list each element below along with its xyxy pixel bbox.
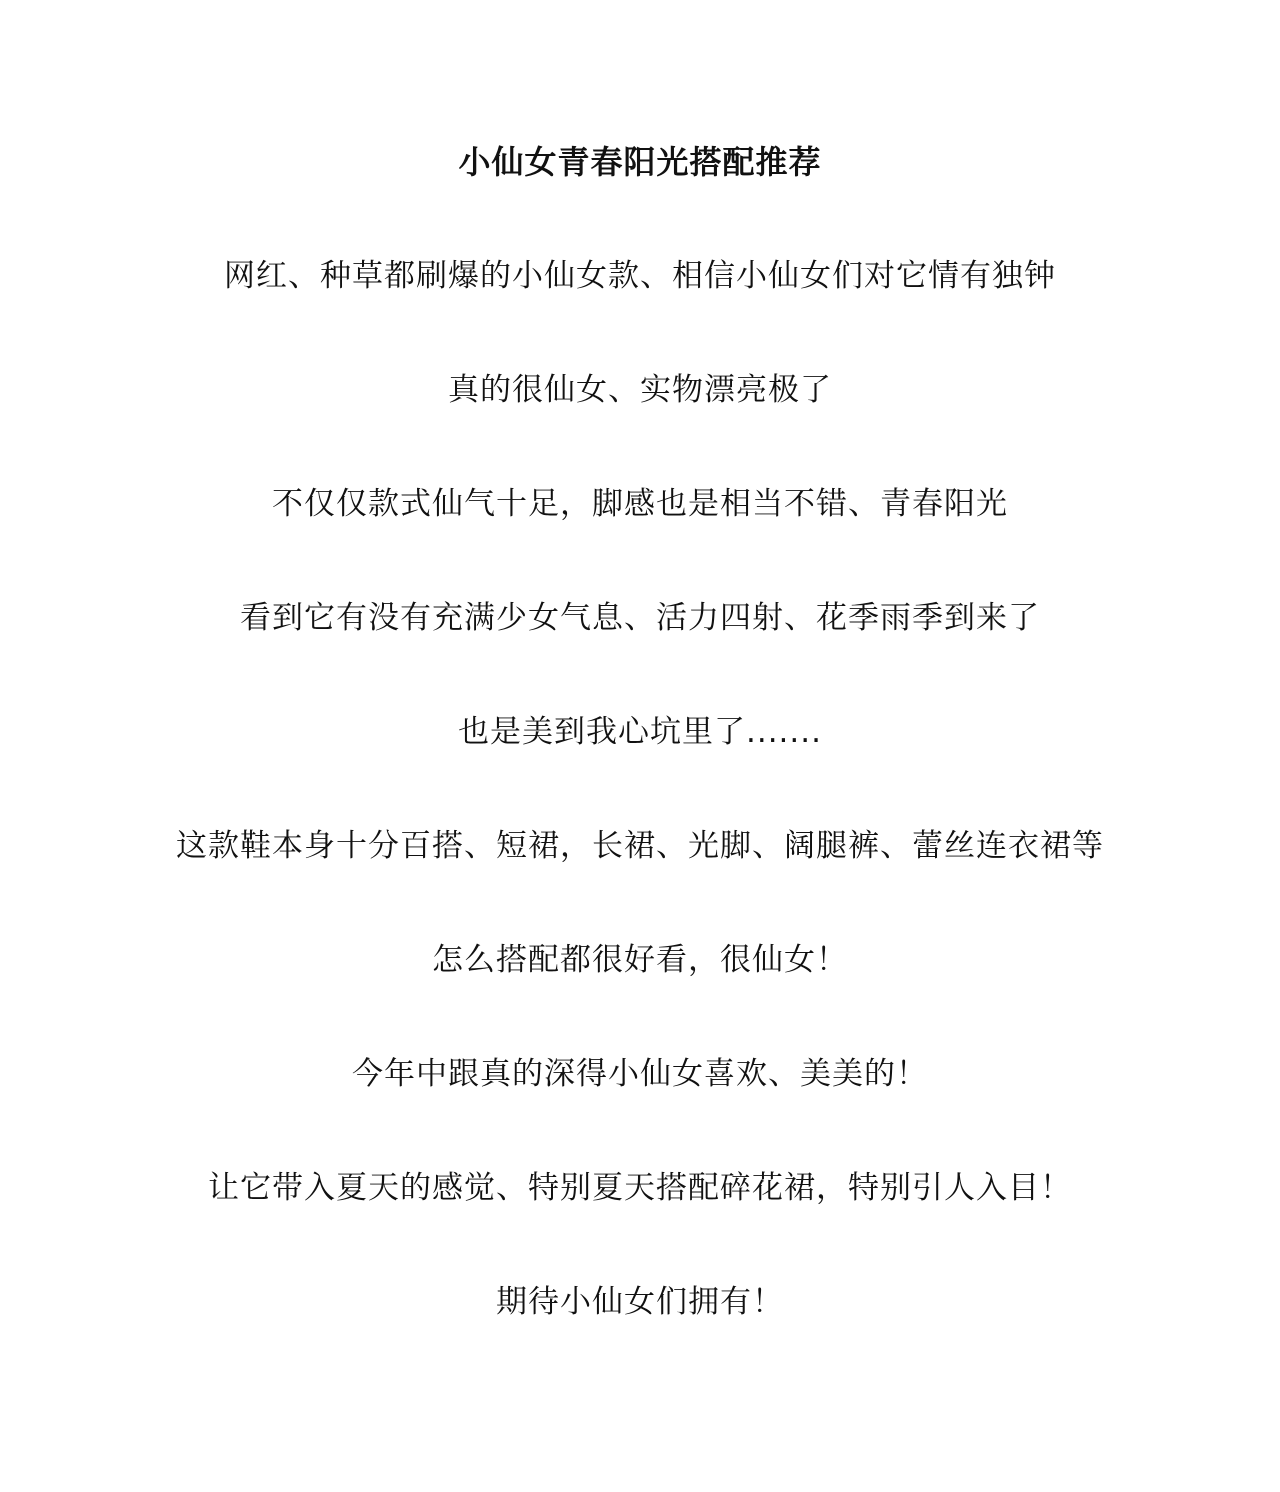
paragraph-7: 怎么搭配都很好看，很仙女！: [432, 942, 848, 978]
paragraph-6: 这款鞋本身十分百搭、短裙，长裙、光脚、阔腿裤、蕾丝连衣裙等: [176, 828, 1104, 864]
page-title: 小仙女青春阳光搭配推荐: [458, 143, 822, 181]
paragraph-1: 网红、种草都刷爆的小仙女款、相信小仙女们对它情有独钟: [224, 258, 1056, 294]
paragraph-8: 今年中跟真的深得小仙女喜欢、美美的！: [352, 1056, 928, 1092]
paragraph-5: 也是美到我心坑里了.......: [458, 714, 822, 750]
paragraph-3: 不仅仅款式仙气十足，脚感也是相当不错、青春阳光: [272, 486, 1008, 522]
paragraph-9: 让它带入夏天的感觉、特别夏天搭配碎花裙，特别引人入目！: [208, 1170, 1072, 1206]
paragraph-2: 真的很仙女、实物漂亮极了: [448, 372, 832, 408]
paragraph-10: 期待小仙女们拥有！: [496, 1284, 784, 1320]
paragraph-4: 看到它有没有充满少女气息、活力四射、花季雨季到来了: [240, 600, 1040, 636]
